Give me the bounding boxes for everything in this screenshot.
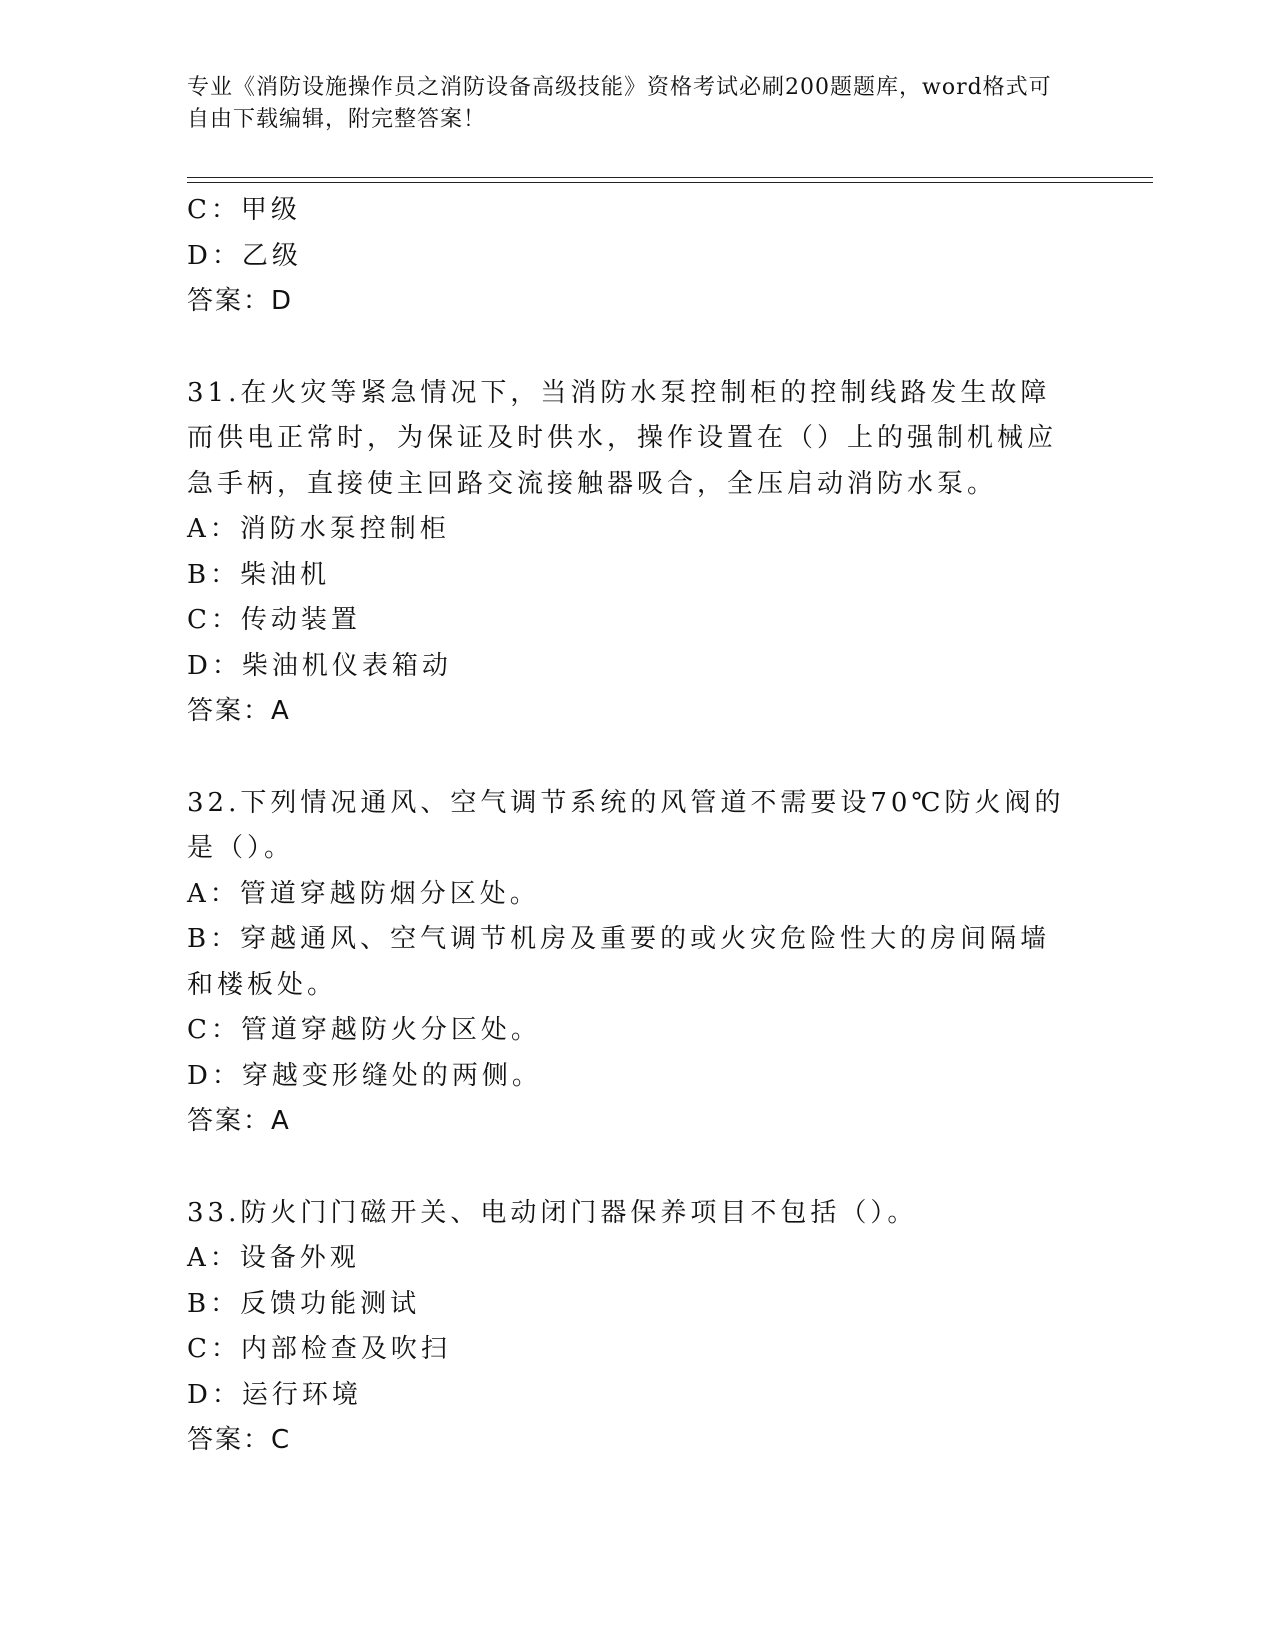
option-c: C：内部检查及吹扫 <box>187 1334 451 1364</box>
option-a: A：消防水泵控制柜 <box>187 514 450 544</box>
option-a: A：管道穿越防烟分区处。 <box>187 878 540 909</box>
question-stem: 33.防火门门磁开关、电动闭门器保养项目不包括（）。 <box>187 1197 918 1228</box>
header-rule-bottom <box>187 182 1153 183</box>
question-31 <box>187 371 1077 735</box>
answer-line: 答案：D <box>187 286 294 316</box>
question-stem: 32.下列情况通风、空气调节系统的风管道不需要设70℃防火阀的是（）。 <box>187 787 1065 863</box>
document-header: 专业《消防设施操作员之消防设备高级技能》资格考试必刷200题题库，word格式可自由下载编辑，附完整答案！ <box>187 75 1052 132</box>
option-d: D：柴油机仪表箱动 <box>187 650 452 681</box>
spacer <box>187 325 1077 371</box>
option-d: D：运行环境 <box>187 1379 362 1410</box>
option-c: C：传动装置 <box>187 605 361 635</box>
option-c: C：甲级 <box>187 195 301 225</box>
option-b: B：柴油机 <box>187 559 331 590</box>
header-rule-top <box>187 177 1153 178</box>
previous-question-tail <box>187 188 1077 325</box>
question-content <box>187 188 1077 1464</box>
answer-line: 答案：A <box>187 1106 291 1136</box>
option-c: C：管道穿越防火分区处。 <box>187 1015 541 1045</box>
option-a: A：设备外观 <box>187 1243 360 1273</box>
answer-line: 答案：C <box>187 1425 292 1455</box>
answer-line: 答案：A <box>187 696 291 726</box>
option-d: D：乙级 <box>187 240 302 271</box>
spacer <box>187 735 1077 781</box>
option-b: B：反馈功能测试 <box>187 1288 421 1319</box>
question-33 <box>187 1191 1077 1464</box>
question-32 <box>187 781 1077 1145</box>
option-d: D：穿越变形缝处的两侧。 <box>187 1060 542 1091</box>
option-b: B：穿越通风、空气调节机房及重要的或火灾危险性大的房间隔墙和楼板处。 <box>187 924 1051 1000</box>
question-stem: 31.在火灾等紧急情况下，当消防水泵控制柜的控制线路发生故障而供电正常时，为保证及时供水，操作设置在（）上的强制机械应急手柄，直接使主回路交流接触器吸合，全压启动消防水泵。 <box>187 377 1058 499</box>
spacer <box>187 1145 1077 1191</box>
